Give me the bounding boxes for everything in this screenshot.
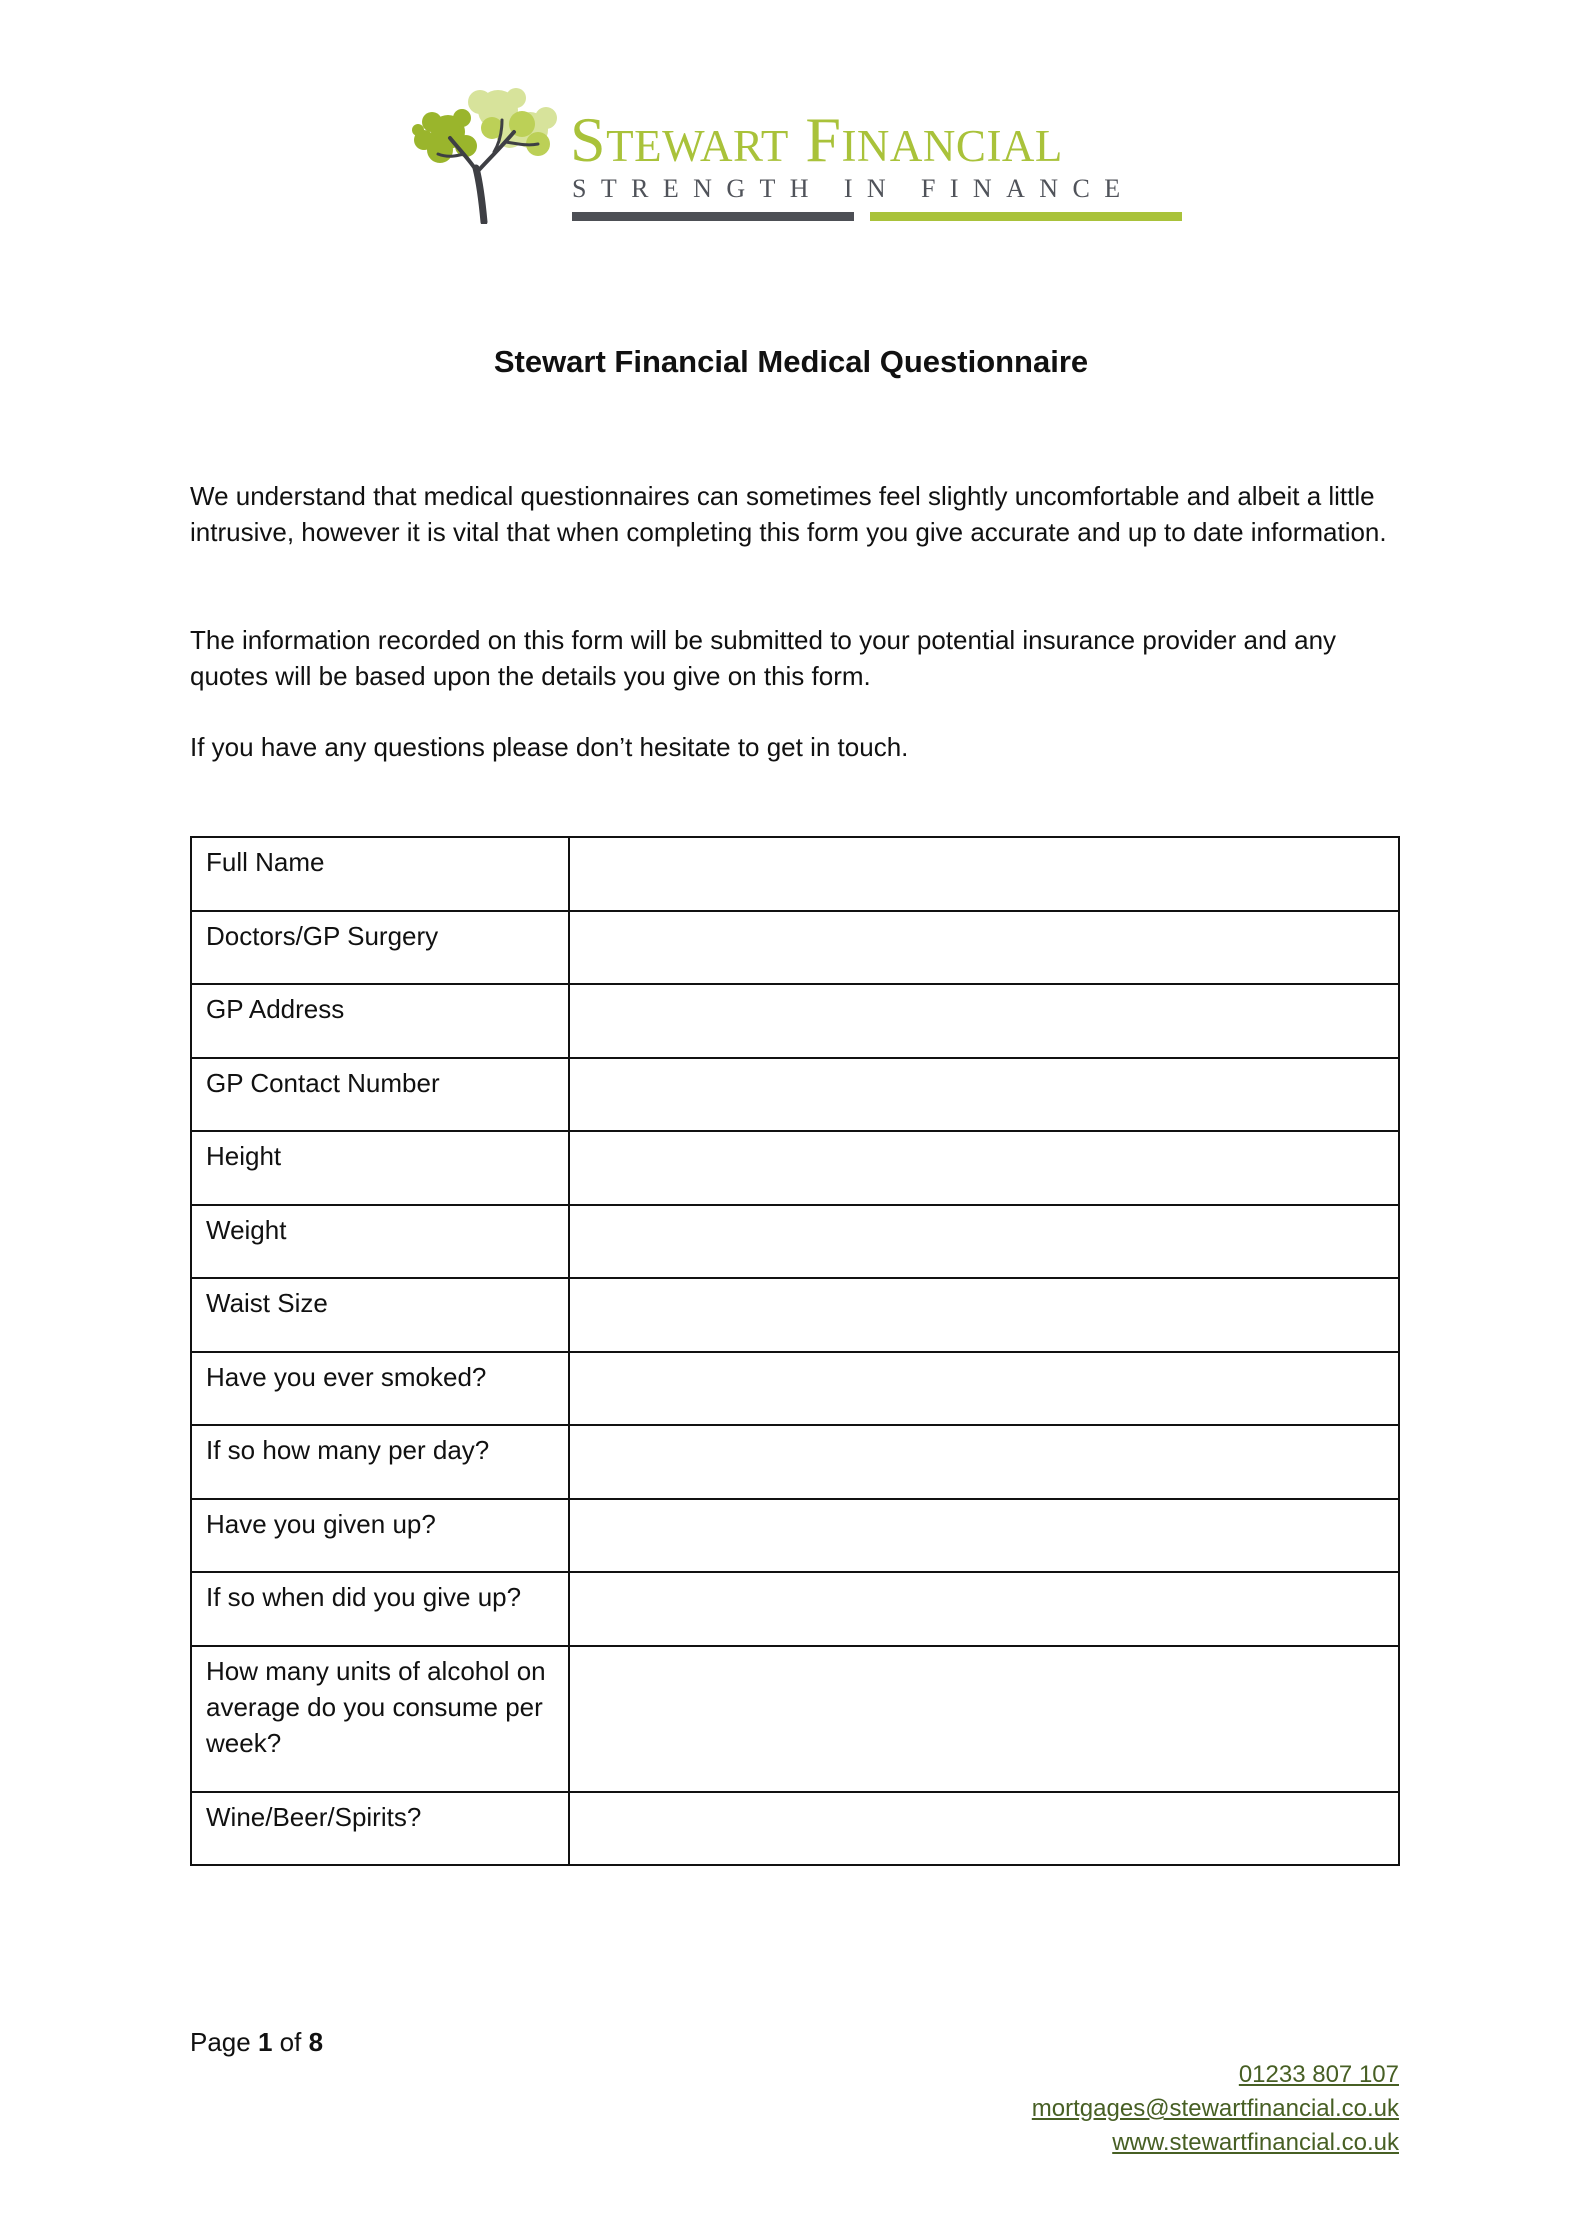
answer-cell[interactable] <box>569 1278 1399 1352</box>
intro-paragraph: We understand that medical questionnaires can sometimes feel slightly uncomfortable and albeit a little intrusive, however it is vital that when completing this form you give accurate and up to date information. <box>190 481 1387 547</box>
question-label: Wine/Beer/Spirits? <box>191 1792 569 1866</box>
logo-company-name: Stewart Financial <box>570 104 1063 175</box>
question-label: Height <box>191 1131 569 1205</box>
answer-cell[interactable] <box>569 1792 1399 1866</box>
gp-address-field[interactable] <box>570 985 1398 1055</box>
question-label: GP Address <box>191 984 569 1058</box>
question-label: Weight <box>191 1205 569 1279</box>
question-label: How many units of alcohol on average do you consume per week? <box>191 1646 569 1792</box>
website-link[interactable]: www.stewartfinancial.co.uk <box>1112 2129 1399 2156</box>
logo-tagline: STRENGTH IN FINANCE <box>572 174 1135 203</box>
questionnaire-table <box>190 836 1400 1866</box>
gp-contact-number-field[interactable] <box>570 1059 1398 1129</box>
alcohol-units-field[interactable] <box>570 1647 1398 1789</box>
ever-smoked-field[interactable] <box>570 1353 1398 1423</box>
answer-cell[interactable] <box>569 1352 1399 1426</box>
question-label: GP Contact Number <box>191 1058 569 1132</box>
table-row <box>191 1058 1399 1132</box>
height-field[interactable] <box>570 1132 1398 1202</box>
table-row <box>191 1499 1399 1573</box>
answer-cell[interactable] <box>569 1425 1399 1499</box>
question-label: If so how many per day? <box>191 1425 569 1499</box>
page-current: 1 <box>257 2027 273 2057</box>
table-row <box>191 1425 1399 1499</box>
question-label: Have you ever smoked? <box>191 1352 569 1426</box>
question-label: Waist Size <box>191 1278 569 1352</box>
question-label: Full Name <box>191 837 569 911</box>
table-row <box>191 837 1399 911</box>
answer-cell[interactable] <box>569 1205 1399 1279</box>
tree-logo-icon <box>410 88 560 224</box>
answer-cell[interactable] <box>569 1499 1399 1573</box>
question-label: Have you given up? <box>191 1499 569 1573</box>
phone-link[interactable]: 01233 807 107 <box>1238 2061 1399 2088</box>
intro-paragraph: If you have any questions please don’t hesitate to get in touch. <box>190 732 909 762</box>
question-label: Doctors/GP Surgery <box>191 911 569 985</box>
page-number <box>190 2024 323 2060</box>
weight-field[interactable] <box>570 1206 1398 1276</box>
table-row <box>191 1205 1399 1279</box>
company-logo <box>410 88 1182 228</box>
answer-cell[interactable] <box>569 911 1399 985</box>
answer-cell[interactable] <box>569 984 1399 1058</box>
email-link[interactable]: mortgages@stewartfinancial.co.uk <box>1031 2095 1399 2122</box>
answer-cell[interactable] <box>569 1058 1399 1132</box>
page-prefix: Page <box>190 2027 251 2057</box>
intro-paragraph: The information recorded on this form will be submitted to your potential insurance provider and any quotes will be based upon the details you give on this form. <box>190 625 1337 691</box>
logo-underline-green <box>870 212 1182 221</box>
table-row <box>191 1572 1399 1646</box>
answer-cell[interactable] <box>569 837 1399 911</box>
contact-details <box>1032 2058 1399 2160</box>
table-row <box>191 911 1399 985</box>
answer-cell[interactable] <box>569 1572 1399 1646</box>
given-up-when-field[interactable] <box>570 1573 1398 1643</box>
page-title: Stewart Financial Medical Questionnaire <box>493 344 1089 379</box>
table-row <box>191 1646 1399 1792</box>
table-row <box>191 1792 1399 1866</box>
table-row <box>191 1352 1399 1426</box>
waist-size-field[interactable] <box>570 1279 1398 1349</box>
smokes-per-day-field[interactable] <box>570 1426 1398 1496</box>
table-row <box>191 984 1399 1058</box>
full-name-field[interactable] <box>570 838 1398 908</box>
table-row <box>191 1278 1399 1352</box>
answer-cell[interactable] <box>569 1646 1399 1792</box>
gp-surgery-field[interactable] <box>570 912 1398 982</box>
given-up-field[interactable] <box>570 1500 1398 1570</box>
alcohol-type-field[interactable] <box>570 1793 1398 1863</box>
question-label: If so when did you give up? <box>191 1572 569 1646</box>
table-row <box>191 1131 1399 1205</box>
page-of: of <box>279 2027 302 2057</box>
logo-underline-dark <box>572 212 854 221</box>
answer-cell[interactable] <box>569 1131 1399 1205</box>
page-total: 8 <box>308 2027 324 2057</box>
